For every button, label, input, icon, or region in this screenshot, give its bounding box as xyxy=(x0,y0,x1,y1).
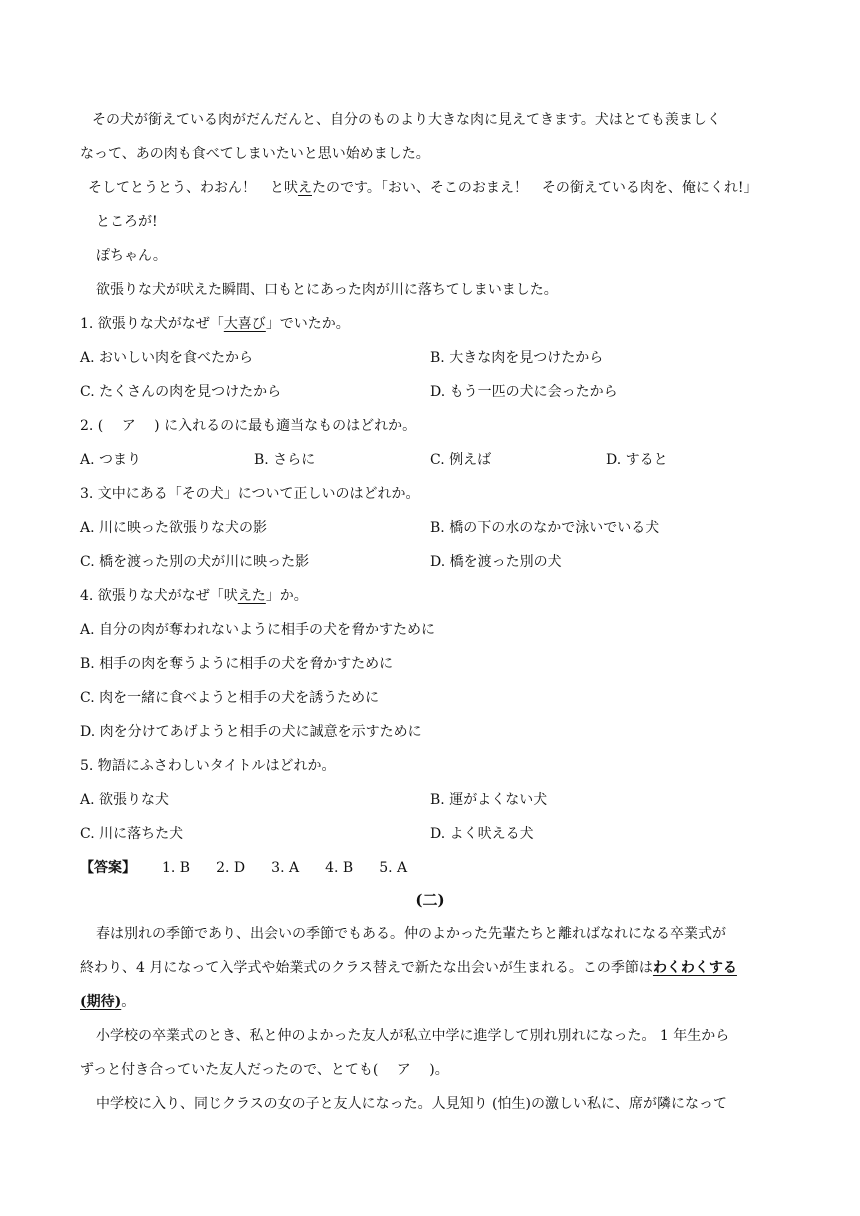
story-line: その犬が銜えている肉がだんだんと、自分のものより大きな肉に見えてきます。犬はとても羡ましく xyxy=(92,112,721,128)
answer-label: 【答案】 xyxy=(80,860,136,876)
option-d: D. 肉を分けてあげようと相手の犬に誠意を示すために xyxy=(80,724,422,740)
passage-line xyxy=(80,958,737,978)
question-text: 4. 欲張りな犬がなぜ「吠 xyxy=(80,588,238,604)
underlined-word: え xyxy=(298,180,312,196)
option-c: C. 橋を渡った別の犬が川に映った影 xyxy=(80,554,310,570)
question-text: 」か。 xyxy=(265,588,308,604)
option-a: A. つまり xyxy=(80,452,142,468)
answer-item: 4. B xyxy=(325,860,354,876)
option-a: A. 自分の肉が奪われないように相手の犬を脅かすために xyxy=(80,622,436,638)
answer-item: 3. A xyxy=(271,860,300,876)
passage-text: 終わり、4 月になって入学式や始業式のクラス替えで新たな出会いが生まれる。この季節は xyxy=(80,960,653,976)
question-5: 5. 物語にふさわしいタイトルはどれか。 xyxy=(80,758,336,774)
answer-key xyxy=(80,858,407,878)
option-a: A. おいしい肉を食べたから xyxy=(80,350,254,366)
answer-item: 1. B xyxy=(162,860,191,876)
underlined-word: 大喜び xyxy=(223,316,266,332)
story-text: そしてとうとう、わおん！ と吠 xyxy=(88,180,298,196)
question-text: 」でいたか。 xyxy=(265,316,350,332)
passage-line xyxy=(80,992,135,1012)
question-text: 1. 欲張りな犬がなぜ「 xyxy=(80,316,224,332)
option-b: B. 大きな肉を見つけたから xyxy=(430,350,604,366)
option-d: D. よく吠える犬 xyxy=(430,826,534,842)
story-line: 欲張りな犬が吠えた瞬間、口もとにあった肉が川に落ちてしまいました。 xyxy=(96,282,558,298)
story-line: なって、あの肉も食べてしまいたいと思い始めました。 xyxy=(80,146,430,162)
option-c: C. 例えば xyxy=(430,452,492,468)
question-3: 3. 文中にある「その犬」について正しいのはどれか。 xyxy=(80,486,420,502)
underlined-phrase: わくわくする xyxy=(652,960,737,976)
passage-line: ずっと付き合っていた友人だったので、とても( ア )。 xyxy=(80,1062,449,1078)
underlined-gloss: (期待) xyxy=(80,994,122,1010)
story-text: たのです。「おい、そこのおまえ！ その銜えている肉を、俺にくれ!」 xyxy=(312,180,758,196)
story-line: ぽちゃん。 xyxy=(96,248,167,264)
option-a: A. 川に映った欲張りな犬の影 xyxy=(80,520,268,536)
option-b: B. 橋の下の水のなかで泳いでいる犬 xyxy=(430,520,660,536)
option-b: B. 相手の肉を奪うように相手の犬を脅かすために xyxy=(80,656,394,672)
option-d: D. すると xyxy=(606,452,668,468)
story-line: ところが! xyxy=(96,214,158,230)
answer-item: 5. A xyxy=(379,860,408,876)
option-d: D. 橋を渡った別の犬 xyxy=(430,554,562,570)
answer-item: 2. D xyxy=(216,860,246,876)
option-c: C. 川に落ちた犬 xyxy=(80,826,184,842)
passage-line: 小学校の卒業式のとき、私と仲のよかった友人が私立中学に進学して別れ別れになった。 1 年生から xyxy=(96,1028,730,1044)
option-b: B. 運がよくない犬 xyxy=(430,792,548,808)
underlined-word: えた xyxy=(237,588,266,604)
passage-line: 中学校に入り、同じクラスの女の子と友人になった。人見知り (怕生)の激しい私に、席が隣になって xyxy=(96,1096,727,1112)
option-c: C. 肉を一緒に食べようと相手の犬を誘うために xyxy=(80,690,380,706)
option-c: C. たくさんの肉を見つけたから xyxy=(80,384,282,400)
question-2: 2. ( ア ) に入れるのに最も適当なものはどれか。 xyxy=(80,418,417,434)
story-line xyxy=(88,178,758,198)
passage-text: 。 xyxy=(121,994,136,1010)
option-b: B. さらに xyxy=(254,452,316,468)
section-title: (二) xyxy=(415,891,445,909)
option-a: A. 欲張りな犬 xyxy=(80,792,170,808)
question-4 xyxy=(80,586,308,606)
question-1 xyxy=(80,314,350,334)
option-d: D. もう一匹の犬に会ったから xyxy=(430,384,618,400)
passage-line: 春は別れの季節であり、出会いの季節でもある。仲のよかった先輩たちと離ればなれになる卒業式が xyxy=(96,926,726,942)
